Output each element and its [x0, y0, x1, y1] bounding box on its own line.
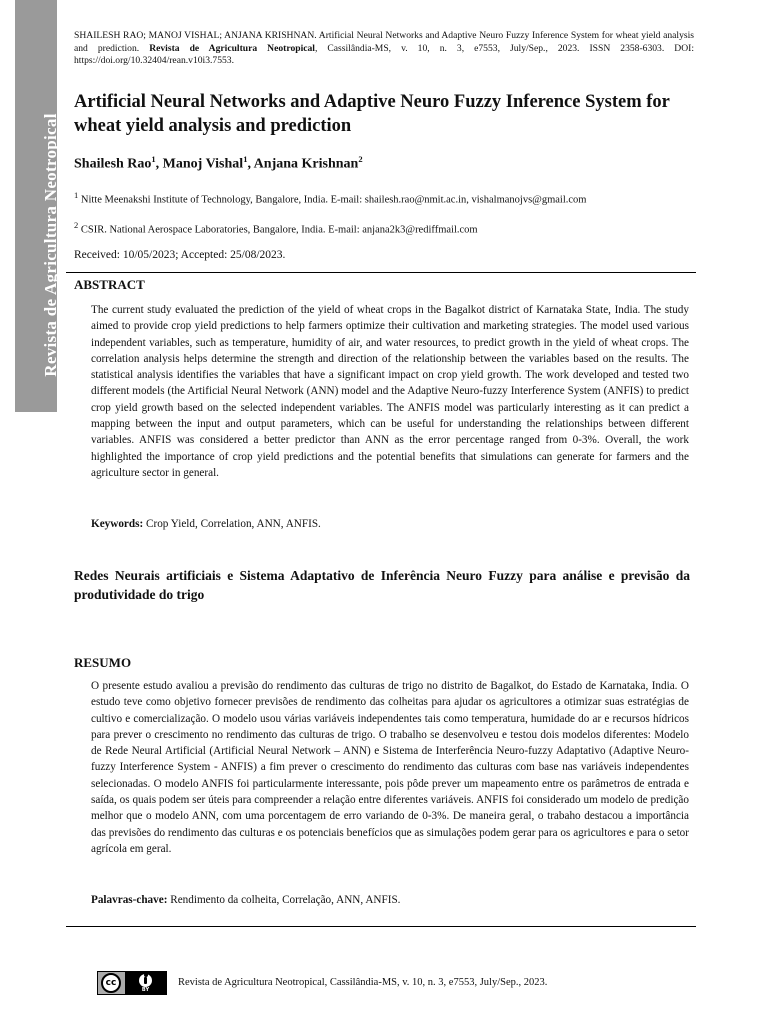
affiliation-text: Nitte Meenakshi Institute of Technology, Bangalore, India. E-mail: shailesh.rao@nmit.ac.in, vishalmanojvs@gmail.com	[80, 194, 587, 206]
by-section	[125, 972, 166, 994]
affiliation-number: 2	[74, 220, 79, 230]
portuguese-title: Redes Neurais artificiais e Sistema Adaptativo de Inferência Neuro Fuzzy para análise e previsão da produtividade do trigo	[74, 568, 690, 602]
citation-authors: SHAILESH RAO; MANOJ VISHAL; ANJANA KRISHNAN. Artificial Neural Networks and Adaptive Neuro Fuzzy Inference System for wheat yield analysis and prediction.	[74, 30, 694, 54]
palavras-chave-list: Rendimento da colheita, Correlação, ANN, ANFIS.	[170, 894, 401, 906]
abstract-heading: ABSTRACT	[74, 277, 145, 292]
author-name: Shailesh Rao	[74, 156, 152, 172]
received-accepted-dates: Received: 10/05/2023; Accepted: 25/08/2023.	[74, 249, 286, 261]
palavras-chave	[91, 894, 400, 906]
creative-commons-by-icon	[97, 971, 167, 995]
citation-suffix: , Cassilândia-MS, v. 10, n. 3, e7553, July/Sep., 2023. ISSN 2358-6303. DOI: https://doi.org/10.32404/rean.v10i3.7553.	[74, 42, 694, 67]
author-name: Manoj Vishal	[162, 156, 244, 172]
attribution-icon	[139, 974, 152, 987]
journal-sidebar	[15, 0, 60, 412]
affiliation-number: 1	[74, 190, 79, 200]
author-affiliation-mark: 1	[243, 154, 248, 164]
resumo-heading: RESUMO	[74, 655, 132, 670]
cc-icon: cc	[101, 973, 121, 993]
journal-sidebar-title: Revista de Agricultura Neotropical	[41, 113, 60, 377]
author-list: Shailesh Rao$^1$, Manoj Vishal$^1$, Anjana Krishnan$^2$	[74, 154, 363, 172]
keywords-label: Keywords:	[91, 518, 144, 530]
author-affiliation-mark: 2	[358, 154, 363, 164]
keywords-list: Crop Yield, Correlation, ANN, ANFIS.	[146, 518, 321, 530]
palavras-chave-label: Palavras-chave:	[91, 894, 168, 906]
article-title: Artificial Neural Networks and Adaptive Neuro Fuzzy Inference System for wheat yield analysis and prediction	[74, 92, 670, 136]
keywords	[91, 518, 321, 530]
affiliation-text: CSIR. National Aerospace Laboratories, Bangalore, India. E-mail: anjana2k3@rediffmail.com	[80, 224, 478, 236]
affiliation-2	[74, 219, 714, 237]
affiliation-1	[74, 189, 714, 207]
author-affiliation-mark: 1	[151, 154, 156, 164]
divider	[66, 926, 696, 927]
resumo-body: O presente estudo avaliou a previsão do rendimento das culturas de trigo no distrito de Bagalkot, do Estado de Karnataka, India. O estudo teve como objetivo fornecer previsões de rendimento das colheitas para ajudar os agricultores a otimizar suas estratégias de cultivo e comercialização. O modelo usou várias variáveis independentes tais como temperatura, humidade do ar e recursos hídricos para prever o crescimento no rendimento das culturas de trigo. O trabalho se desenvolveu e testou dois modelos diferentes: Modelo de Rede Neural Artificial (Artificial Neural Network – ANN) e Sistema de Interferência Neuro-fuzzy Adaptativo (Adaptive Neuro-fuzzy Interference System - ANFIS) a fim prever o crescimento do rendimento das culturas com base nas variáveis independentes selecionadas. O modelo ANFIS foi particularmente interessante, pois pôde prever um mapeamento entre os parâmetros de entrada e saída, os quais podem ser úteis para compreender a relação entre diferentes variáveis. ANFIS foi considerado um modelo de predição melhor que o modelo ANN, com uma porcentagem de erro variando de 0-3%. De maneira geral, o trabaho destacou a importância das previsões do rendimento das culturas e os potenciais benefícios que as simulações podem gerar para os agricultores e para o setor agrícola em geral.	[91, 680, 689, 855]
by-label: BY	[141, 986, 150, 993]
author-name: Anjana Krishnan	[253, 156, 359, 172]
abstract-body: The current study evaluated the prediction of the yield of wheat crops in the Bagalkot district of Karnataka State, India. The study aimed to provide crop yield predictions to help farmers optimize their cultivation and marketing strategies. The model used various independent variables, such as temperature, humidity of air, and water resources, to predict growth in the yield of wheat crops. The correlation analysis helps determine the strength and direction of the relationship between the variables based on the results. The statistical analysis identifies the variables that have a significant impact on crop yield growth. The work developed and tested two different models (the Artificial Neural Network (ANN) model and the Adaptive Neuro-fuzzy Interference System (ANFIS) to predict crop yield growth based on the selected independent variables. The ANFIS model was particularly interesting as it can predict a mapping between the input and output parameters, which can be useful for understanding the relationships between different variables. ANFIS was considered a better predictor than ANN as the error percentage ranged from 0-3%. Overall, the work highlighted the importance of crop yield predictions and the potential benefits that simulations can generate for farmers and the agriculture sector in general.	[91, 304, 689, 479]
divider	[66, 272, 696, 273]
footer-citation: Revista de Agricultura Neotropical, Cassilândia-MS, v. 10, n. 3, e7553, July/Sep., 2023.	[178, 977, 548, 988]
citation-journal: Revista de Agricultura Neotropical	[149, 42, 315, 54]
citation	[74, 30, 694, 68]
